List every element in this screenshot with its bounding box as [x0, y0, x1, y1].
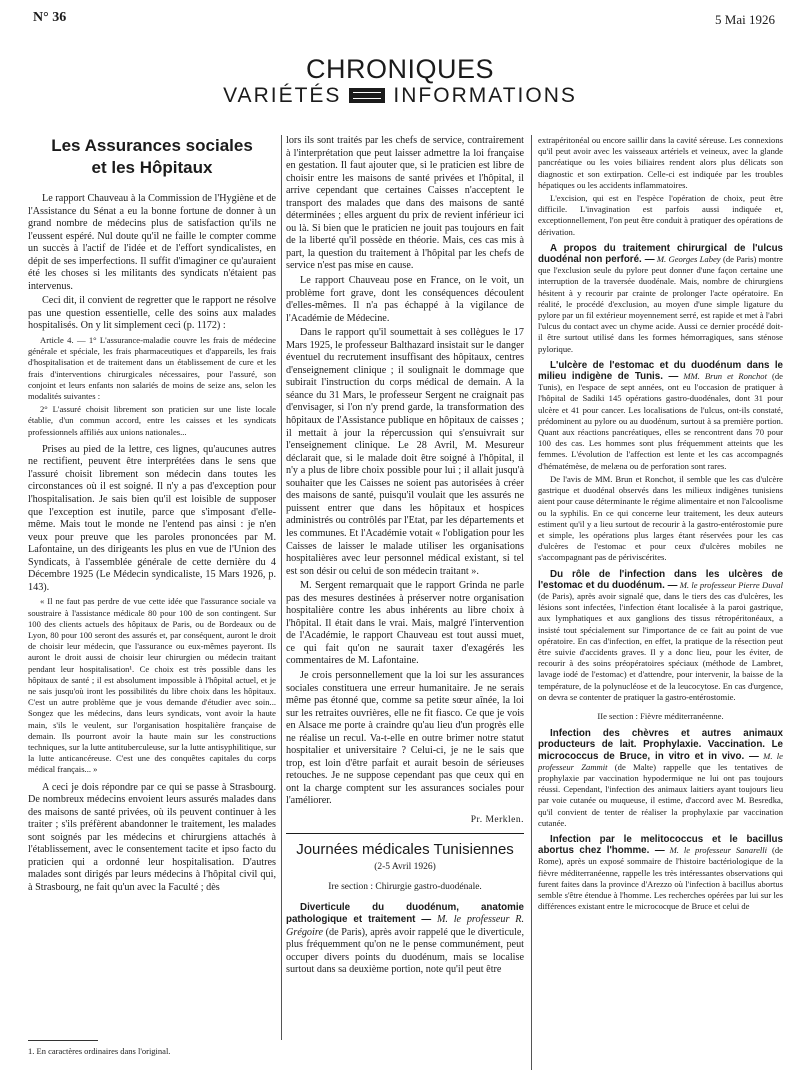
paragraph: Ceci dit, il convient de regretter que le rapport ne résolve pas une question essentielle, celle des soins aux malades hospitalisés. On y lit simplement ceci (p. 1172) :: [28, 295, 276, 332]
report-author: M. le professeur R. Grégoire: [286, 914, 524, 938]
paragraph: L'excision, qui est en l'espèce l'opération de choix, peut être difficile. L'invagination est parfois aussi indiquée et, exceptionnellement, l'on peut être conduit à pratiquer des opérations de dérivation.: [538, 193, 783, 237]
footnote: 1. En caractères ordinaires dans l'original.: [28, 1046, 171, 1056]
report-heading: Du rôle de l'infection dans les ulcères de l'estomac et du duodénum. —: [538, 568, 783, 591]
report-paragraph: [538, 834, 783, 912]
paragraph: Je crois personnellement que la loi sur les assurances sociales constituera une erreur humanitaire. Je ne serais même pas étonné que, comme sa petite sœur aînée, la loi sur les retraites ouvrières, elle ne fit fiasco. Ce que je vois en Alsace me porte à craindre qu'au lieu d'un progrès elle ne réalise un recul. Va-t-elle en outre brimer notre statut hospitalier et universitaire ? Celui-ci, je ne le sais que trop, est loin d'être parfait et aurait besoin de sérieuses retouches. Je ne suppose cependant pas que ceux qui en ont la charge comptent sur les assurances sociales pour l'améliorer.: [286, 669, 524, 807]
masthead-subtitle: [0, 84, 800, 108]
issue-date: 5 Mai 1926: [715, 12, 775, 27]
report-author: M. Georges Labey: [656, 254, 721, 265]
author-signature: Pr. Merklen.: [470, 814, 524, 825]
paragraph: M. Sergent remarquait que le rapport Grinda ne parle pas des mesures destinées à préserver notre organisation hospitalière contre les abus inhérents au libre choix à l'hôpital. Il était dans le vrai. Mais, malgré l'intervention de l'Académie, le rapport Chauveau est tout aussi muet, ce qui fait qu'on ne saurait taxer d'exagérés les commentaires de M. Lafontaine.: [286, 580, 524, 667]
masthead-varietes: VARIÉTÉS: [223, 84, 342, 107]
report-body: (de Malte) rappelle que les tentatives de prophylaxie par vaccination hypodermique ne lui ont pas toujours réussi. Cependant, l'infection des animaux laitiers ayant toujours lieu par voie cutanée ou muqueuse, il estime, d'accord avec M. Besredka, qu'il convient de tenter de réaliser la prophylaxie par vaccination cutanée.: [538, 761, 783, 828]
report-heading: A propos du traitement chirurgical de l'ulcus duodénal non perforé. —: [538, 242, 783, 266]
report-body: (de Paris) montre que l'exclusion seule du pylore peut donner d'une façon certaine une interruption de la traversée duodénale. Mais, nombre de chirurgiens hésitent à y recourir par crainte de prolonger l'acte opératoire. En réalité, le procédé d'exclusion, au moyen d'une simple ligature du pylore par un fil extérieur moyennement serré, est rapide et met à l'abri l'ulcus du contact avec un chyme acide. Aussi ce dernier procédé doit-il être surtout utilisé dans les formes hémorragiques, sans sténose pylorique.: [538, 254, 783, 354]
column-2: [286, 135, 524, 1070]
report-body: (de Tunis), en l'espace de sept années, ont eu l'occasion de pratiquer à l'hôpital de Sadiki 145 opérations gastro-duodénales, dont 31 pour ulcère et 41 pour cancer. Les localisations de l'ulcus, ont-ils constaté, prédominent au pylore ou au duodénum, surtout à sa première portion. Quant aux réactions pancréatiques, elles se rencontrent dans 70 pour 100 des cas. Les hommes sont plus fréquemment atteints que les femmes. L'évolution de l'affection est lente et les cas accompagnés d'hématémèse, de melæna ou de perforation sont rares.: [538, 371, 783, 471]
report-paragraph: [538, 360, 783, 472]
quote-paragraph: « Il ne faut pas perdre de vue cette idée que l'assurance sociale va soustraire à l'assistance médicale 80 pour 100 de son contingent. Sur 100 des clients actuels des hôpitaux de Paris, ou de Bordeaux ou de Lyon, 80 pour 100 seront des assurés et, par conséquent, auront le droit de choisir leur médecin, que l'assurance ou eux-mêmes payeront. Ils auront le droit aussi de choisir leur chirurgien ou médecin traitant pendant leur hospitalisation¹. Ce choix est très possible dans les hôpitaux de santé ; il est absolument impossible à l'hôpital actuel, et je ne sais jusqu'où iront les possibilités du libre choix dans les hôpitaux. C'est un autre problème que je vous demande d'étudier avec soin... Songez que les médecins, dans leurs syndicats, vont avoir la haute main, s'ils le veulent, sur l'organisation hospitalière française de demain. Ils pourront avoir la haute main sur les constructions techniques, sur la lutte antituberculeuse, sur la lutte antisyphilitique, sur la lutte anticancéreuse. C'est une des conquêtes capitales du corps médical français... »: [28, 596, 276, 775]
issue-number: N° 36: [33, 10, 67, 25]
report-paragraph: [538, 243, 783, 355]
paragraph: De l'avis de MM. Brun et Ronchot, il semble que les cas d'ulcère gastrique et duodénal observés dans les milieux indigènes tunisiens aient pour cause déterminante le régime alimentaire et non l'alcoolisme ou la syphilis. En ce qui concerne leur traitement, les deux auteurs estiment qu'il y a lieu surtout de recourir à la gastro-entérostomie pure et simple, les opérations plus larges étant réservées pour les cas d'ulcères de l'estomac et pour ceux d'ulcères mobiles ne s'accompagnant pas de périviscérites.: [538, 473, 783, 563]
paragraph: Le rapport Chauveau pose en France, on le voit, un problème fort grave, dont les conséquences découlent d'elles-mêmes. Il n'a pas échappé à la vigilance de l'Académie de Médecine.: [286, 275, 524, 324]
report-author: M. le professeur Sanarelli: [669, 845, 768, 856]
section-divider: [286, 833, 524, 834]
report-paragraph: [286, 902, 524, 977]
section-heading: IIe section : Fièvre méditerranéenne.: [597, 710, 724, 721]
paragraph: lors ils sont traités par les chefs de service, contrairement à l'interprétation que peut laisser admettre la loi française en gestation. Il faut ajouter que, si le praticien est libre de choisir entre les maisons de santé privées et l'hôpital, il arrive cependant que certaines Caisses n'acceptent le transport des malades que dans des maisons de santé déterminées ; elles arguent du prix de revient inférieur ici ou là. Si bien que le praticien ne jouit pas toujours en fait de la liberté qu'il possède en théorie. Mais, ces cas mis à part, la question du traitement à l'hôpital par les chefs de service n'est pas mise en cause.: [286, 135, 524, 272]
column-1: [28, 135, 276, 1030]
article-title: [28, 135, 276, 179]
masthead-informations: INFORMATIONS: [393, 84, 577, 107]
report-paragraph: [538, 728, 783, 829]
paragraph: extrapéritonéal ou encore saillir dans la cavité séreuse. Les connexions qu'il peut avoir avec les vaisseaux artériels et veineux, avec la glande pancréatique ou les voies biliaires rendent alors plus délicats son diagnostic et son extirpation. Celle-ci est indiquée par les troubles hépatiques ou les accidents inflammatoires.: [538, 135, 783, 190]
column-divider-left: [281, 135, 282, 1040]
report-author: M. le professeur Pierre Duval: [679, 579, 783, 590]
ornament-icon: [349, 88, 385, 103]
quote-paragraph: Article 4. — 1° L'assurance-maladie couvre les frais de médecine générale et spéciale, les frais pharmaceutiques et d'appareils, les frais d'hospitalisation et de traitement dans un établissement de cure et les frais d'interventions chirurgicales nécessaires, pour l'assuré, son conjoint et leurs enfants non salariés de moins de seize ans, selon les modalités suivantes :: [28, 335, 276, 402]
report-heading: Infection par le melitococcus et le bacillus abortus chez l'homme. —: [538, 833, 783, 857]
section-heading: Ire section : Chirurgie gastro-duodénale.: [328, 882, 482, 893]
report-heading: Diverticule du duodénum, anatomie pathologique et traitement —: [286, 901, 524, 926]
paragraph: Le rapport Chauveau à la Commission de l'Hygiène et de l'Assistance du Sénat a eu la bonne fortune de donner à un grand nombre de médecins plus de satisfaction qu'ils ne l'eussent espéré. Nul doute qu'il ne faille le compter comme un succès à l'actif de l'idée et de l'effort syndicalistes, en dépit de ses imperfections. Il suffit d'imaginer ce qu'auraient été les choses si les militants des syndicats n'étaient pas intervenus.: [28, 193, 276, 292]
report-heading: L'ulcère de l'estomac et du duodénum dans le milieu indigène de Tunis. —: [538, 359, 783, 383]
report-body: (de Paris), après avoir signalé que, dans le tiers des cas d'ulcères, les lésions sont infectées, l'infection étant localisée à la paroi gastrique, aux lymphatiques et aux ganglions des tissus rétropéritonéaux, a insisté tout spécialement sur l'importance de ce fait au point de vue opératoire. En cas d'infection, en effet, la pratique de la résection peut être suivie d'accidents graves. Il y a donc lieu, pour les éviter, de recourir à des soins préopératoires spéciaux (méthode de Lambret, lavage iodé de l'estomac) et d'attendre, pour intervenir, la baisse de la température, de la polynucléose et de la leucocytose. En cas d'urgence, on devra se contenter de pratiquer la gastro-entérostomie.: [538, 590, 783, 702]
report-body: (de Paris), après avoir rappelé que le diverticule, plus fréquemment qu'on ne le pense communément, peut occuper divers points du duodénum, mais se localise surtout dans sa deuxième portion, note qu'il peut être: [286, 926, 524, 976]
report-body: (de Rome), après un exposé sommaire de l'histoire bactériologique de la fièvre méditerranéenne, rappelle les très intéressantes observations qui furent faites dans la province d'Arezzo où l'infection à bacillus abortus semble s'être étendue à l'homme. Les recherches opérées par lui sur les différences existant entre le micrococque de Bruce et celui de: [538, 845, 783, 912]
article-title-line1: Les Assurances sociales: [51, 136, 253, 155]
article-title-line2: et les Hôpitaux: [91, 158, 213, 177]
paragraph: Dans le rapport qu'il soumettait à ses collègues le 17 Mars 1925, le professeur Balthazard insistait sur le danger éventuel du recrutement insuffisant des hôpitaux, centres d'enseignement clinique ; il soulignait le dommage que subirait l'instruction du corps médical de demain. A la séance du 31 Mars, le professeur Sergent ne craignait pas d'envisager, si l'on n'y prend garde, la transformation des hôpitaux de l'Assistance publique en hôpitaux de caisses ; il mettait à jour la répercussion qui s'ensuivrait sur l'enseignement clinique. Le 28 Avril, M. Mesureur déclarait que, si le malade doit être soigné à l'hôpital, il n'y a plus de libre choix possible pour lui ; il allait jusqu'à souhaiter que les Caisses ne soient pas autorisées à créer des maisons de santé, puisqu'il voulait que les assurés ne puissent entrer que dans les hôpitaux et hospices administrés ou contrôlés par l'Etat, par les départements et les communes. Et l'Académie votait « l'obligation pour les Caisses de laisser le malade utiliser les organisations hospitalières avec leur personnel médical existant, si tel est son désir ou celui de son médecin traitant ».: [286, 327, 524, 577]
journees-title: Journées médicales Tunisiennes: [296, 840, 514, 858]
report-author: M. le professeur Zammit: [538, 750, 783, 772]
report-author: MM. Brun et Ronchot: [683, 371, 767, 382]
quotation: [28, 335, 276, 438]
report-heading: Infection des chèvres et autres animaux producteurs de lait. Prophylaxie. Vaccination. Le micrococcus de Bruce, in vitro et in vivo. —: [538, 728, 783, 762]
quote-paragraph: 2° L'assuré choisit librement son praticien sur une liste locale établie, d'un commun accord, entre les caisses et les syndicats professionnels affiliés aux unions nationales...: [28, 404, 276, 437]
text-block: [538, 135, 783, 912]
journees-date: (2-5 Avril 1926): [374, 861, 436, 872]
column-divider-right: [531, 135, 532, 1070]
paragraph: A ceci je dois répondre par ce qui se passe à Strasbourg. De nombreux médecins envoient leurs assurés malades dans des maisons de santé privées, où ils peuvent continuer à les traiter ; s'ils préfèrent abandonner le traitement, les malades sont soignés par les médecins et chirurgiens attachés à l'établissement, avec le consentement tacite et ipso facto du praticien qui a ordonné leur hospitalisation. D'autres malades sont dirigés par leurs médecins à l'hôpital civil qui, à Strasbourg, ne fait qu'un avec la Faculté ; dès: [28, 781, 276, 894]
paragraph: Prises au pied de la lettre, ces lignes, qu'aucunes autres ne rectifient, peuvent être interprétées dans le sens que l'assuré choisit librement son médecin dans toutes les circonstances où il est soigné. Il n'y a pas d'exception pour l'hospitalisation. Je sais bien qu'il est loisible de supposer que l'exception est inutile, parce que s'imposant d'elle-même. Mais tout le monde ne l'entend pas ainsi : je n'en veux pour preuve que les paroles prononcées par M. Lafontaine, un des dirigeants les plus en vue de l'Union des Syndicats, à l'assemblée générale de cette dernière du 4 Décembre 1925 (Le Médecin syndicaliste, 15 Mars 1926, p. 143).: [28, 443, 276, 593]
report-paragraph: [538, 569, 783, 703]
column-3: [538, 135, 783, 1070]
masthead-chroniques: CHRONIQUES: [305, 54, 494, 84]
footnote-divider: [28, 1040, 98, 1041]
quotation: [28, 596, 276, 775]
